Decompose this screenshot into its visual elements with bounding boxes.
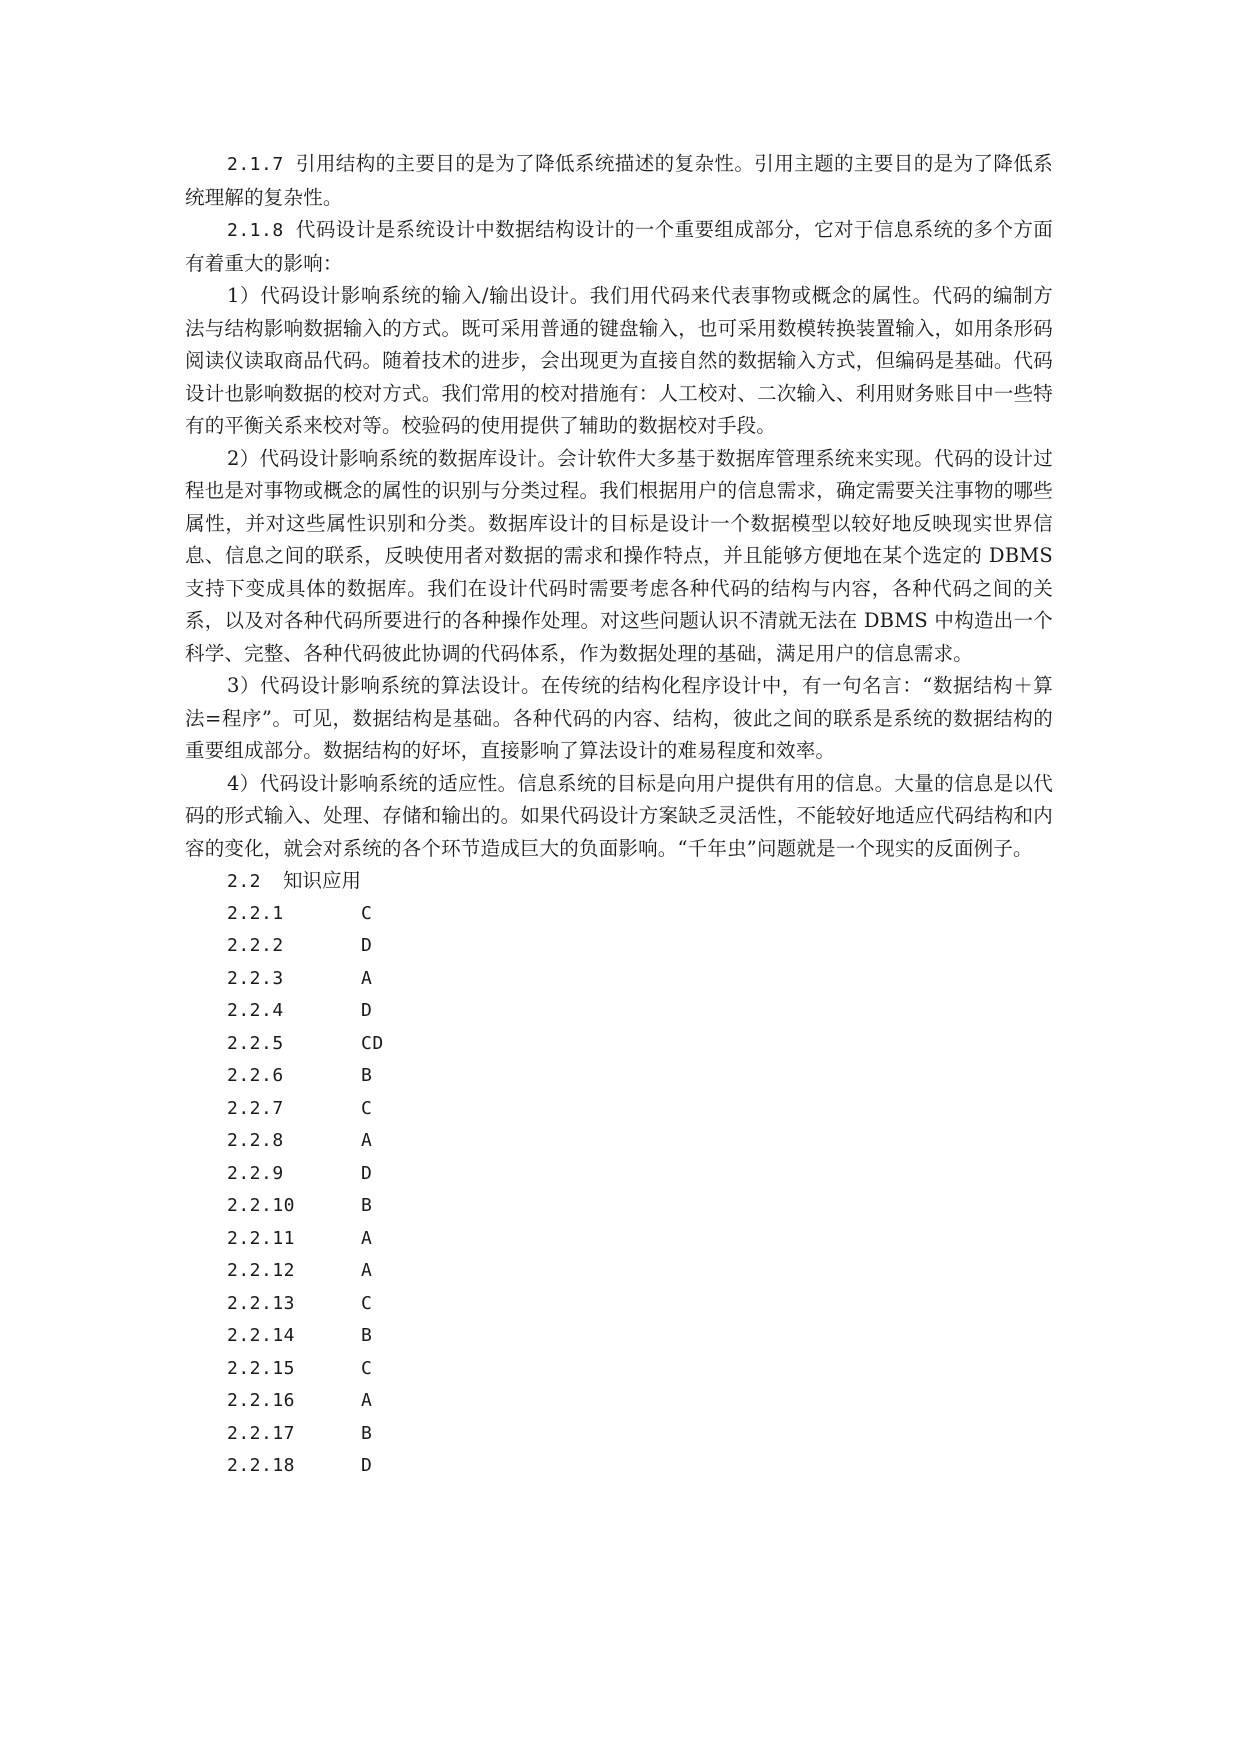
answer-row (185, 1385, 1053, 1418)
answer-id: 2.2.13 (227, 1292, 296, 1314)
section-heading (185, 865, 1053, 898)
paragraph-adaptability (185, 768, 1053, 866)
answer-id: 2.2.5 (227, 1032, 284, 1054)
answer-row (185, 1028, 1053, 1061)
answer-row (185, 1418, 1053, 1451)
answer-value: CD (361, 1032, 384, 1054)
answer-row (185, 1158, 1053, 1191)
answer-value: A (361, 1390, 373, 1411)
answer-id: 2.2.15 (227, 1357, 296, 1379)
answer-value: D (361, 1455, 373, 1476)
answer-row (185, 1320, 1053, 1353)
answer-id: 2.2.11 (227, 1227, 296, 1249)
answer-value: D (361, 1000, 373, 1021)
paragraph-text: 2）代码设计影响系统的数据库设计。会计软件大多基于数据库管理系统来实现。代码的设计过程也是对事物或概念的属性的识别与分类过程。我们根据用户的信息需求，确定需要关注事物的哪些属性，并对这些属性识别和分类。数据库设计的目标是设计一个数据模型以较好地反映现实世界信息、信息之间的联系，反映使用者对数据的需求和操作特点，并且能够方便地在某个选定的 DBMS 支持下变成具体的数据库。我们在设计代码时需要考虑各种代码的结构与内容，各种代码之间的关系，以及对各种代码所要进行的各种操作处理。对这些问题认识不清就无法在 DBMS 中构造出一个科学、完整、各种代码彼此协调的代码体系，作为数据处理的基础，满足用户的信息需求。 (185, 446, 1053, 665)
paragraph-number: 2.1.8 (227, 220, 284, 241)
answer-row (185, 1190, 1053, 1223)
answer-id: 2.2.18 (227, 1455, 296, 1476)
paragraph-text: 1）代码设计影响系统的输入/输出设计。我们用代码来代表事物或概念的属性。代码的编制方法与结构影响数据输入的方式。既可采用普通的键盘输入，也可采用数模转换装置输入，如用条形码阅读仪读取商品代码。随着技术的进步，会出现更为直接自然的数据输入方式，但编码是基础。代码设计也影响数据的校对方式。我们常用的校对措施有：人工校对、二次输入、利用财务账目中一些特有的平衡关系来校对等。校验码的使用提供了辅助的数据校对手段。 (185, 284, 1053, 437)
answer-value: A (361, 1130, 373, 1151)
answer-id: 2.2.2 (227, 935, 284, 956)
answer-id: 2.2.12 (227, 1260, 296, 1281)
answer-id: 2.2.4 (227, 1000, 284, 1021)
answer-value: C (361, 1357, 373, 1379)
paragraph-text: 3）代码设计影响系统的算法设计。在传统的结构化程序设计中，有一句名言：“数据结构＋算法=程序”。可见，数据结构是基础。各种代码的内容、结构，彼此之间的联系是系统的数据结构的重要组成部分。数据结构的好坏，直接影响了算法设计的难易程度和效率。 (185, 674, 1053, 762)
answer-row (185, 1353, 1053, 1386)
answer-row (185, 1125, 1053, 1158)
answer-value: B (361, 1065, 373, 1086)
answer-row (185, 930, 1053, 963)
answer-id: 2.2.6 (227, 1065, 284, 1086)
answer-value: B (361, 1422, 373, 1444)
answer-row (185, 898, 1053, 931)
paragraph-algorithm-design (185, 670, 1053, 768)
document-page (185, 148, 1053, 1483)
answer-row (185, 1093, 1053, 1126)
paragraph-io-design (185, 280, 1053, 443)
answer-id: 2.2.9 (227, 1162, 284, 1184)
paragraph-2-1-8 (185, 214, 1053, 280)
answer-row (185, 1288, 1053, 1321)
answer-value: A (361, 1227, 373, 1249)
answer-id: 2.2.10 (227, 1195, 296, 1216)
answer-id: 2.2.16 (227, 1390, 296, 1411)
paragraph-database-design (185, 443, 1053, 671)
answer-row (185, 963, 1053, 996)
paragraph-number: 2.1.7 (227, 154, 284, 175)
answer-value: C (361, 1097, 373, 1119)
answer-row (185, 1060, 1053, 1093)
answer-row (185, 995, 1053, 1028)
paragraph-text: 代码设计是系统设计中数据结构设计的一个重要组成部分，它对于信息系统的多个方面有着重大的影响： (185, 218, 1053, 275)
paragraph-text: 引用结构的主要目的是为了降低系统描述的复杂性。引用主题的主要目的是为了降低系统理解的复杂性。 (185, 152, 1053, 209)
answer-value: A (361, 1260, 373, 1281)
answer-value: A (361, 967, 373, 989)
answer-value: D (361, 1162, 373, 1184)
answer-value: C (361, 1292, 373, 1314)
section-title: 知识应用 (283, 869, 362, 892)
paragraph-2-1-7 (185, 148, 1053, 214)
answer-id: 2.2.3 (227, 967, 284, 989)
answer-id: 2.2.1 (227, 902, 284, 924)
answer-row (185, 1223, 1053, 1256)
answer-id: 2.2.17 (227, 1422, 296, 1444)
section-number: 2.2 (227, 871, 262, 892)
answer-row (185, 1255, 1053, 1288)
paragraph-text: 4）代码设计影响系统的适应性。信息系统的目标是向用户提供有用的信息。大量的信息是以代码的形式输入、处理、存储和输出的。如果代码设计方案缺乏灵活性，不能较好地适应代码结构和内容的变化，就会对系统的各个环节造成巨大的负面影响。“千年虫”问题就是一个现实的反面例子。 (185, 771, 1053, 860)
answer-row (185, 1450, 1053, 1483)
answer-value: C (361, 902, 373, 924)
answer-id: 2.2.7 (227, 1097, 284, 1119)
answer-id: 2.2.8 (227, 1130, 284, 1151)
answer-value: B (361, 1195, 373, 1216)
answer-list (185, 898, 1053, 1483)
answer-value: D (361, 935, 373, 956)
answer-id: 2.2.14 (227, 1325, 296, 1346)
answer-value: B (361, 1325, 373, 1346)
